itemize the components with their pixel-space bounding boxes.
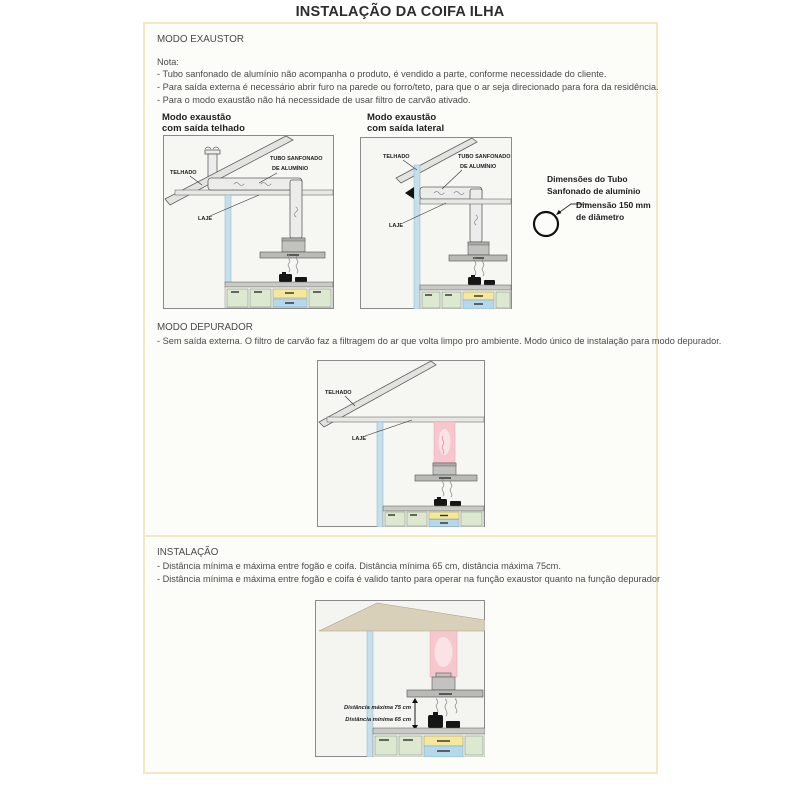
diagram-exaust-side-outlet — [360, 137, 512, 309]
heading-instalacao: INSTALAÇÃO — [157, 547, 219, 558]
dimension-value-line1: Dimensão 150 mm — [576, 200, 651, 210]
note-line: - Para o modo exaustão não há necessidade de usar filtro de carvão ativado. — [157, 95, 471, 105]
pillar-shape — [377, 422, 383, 527]
label-tubo-line1: TUBO SANFONADO — [458, 154, 511, 160]
label-distancia-maxima: Distância máxima 75 cm — [343, 705, 411, 711]
diagram-lateral-title-line2: com saída lateral — [367, 123, 445, 134]
diagram-roof-title — [162, 112, 245, 134]
label-laje: LAJE — [352, 436, 367, 442]
label-laje: LAJE — [389, 223, 404, 229]
label-distancia-minima: Distância mínima 65 cm — [345, 717, 411, 723]
label-telhado: TELHADO — [170, 170, 197, 176]
label-tubo-line1: TUBO SANFONADO — [270, 156, 323, 162]
slab-shape — [420, 199, 511, 204]
slab-shape — [175, 190, 333, 195]
slab-shape — [327, 417, 484, 422]
label-telhado: TELHADO — [325, 390, 352, 396]
dimensions-heading-line1: Dimensões do Tubo — [547, 174, 628, 184]
cabinets-shape — [383, 506, 484, 527]
section-divider — [145, 535, 656, 537]
pillar-shape — [367, 631, 373, 757]
dimension-value-line2: de diâmetro — [576, 212, 625, 222]
diagram-lateral-title-line1: Modo exaustão — [367, 112, 437, 123]
page-title: INSTALAÇÃO DA COIFA ILHA — [295, 4, 505, 20]
tube-dimensions-callout — [531, 172, 657, 264]
dimension-arrowhead — [556, 210, 561, 215]
heading-modo-depurador: MODO DEPURADOR — [157, 322, 253, 333]
label-telhado: TELHADO — [383, 154, 410, 160]
content-box — [143, 22, 722, 774]
cabinets-shape — [420, 285, 511, 309]
tube-diameter-circle — [534, 212, 558, 236]
label-tubo-line2: DE ALUMÍNIO — [272, 166, 309, 172]
diagram-distances — [315, 600, 485, 757]
heading-modo-exaustor: MODO EXAUSTOR — [157, 34, 244, 45]
note-line: - Distância mínima e máxima entre fogão e coifa. Distância mínima 65 cm, distância máxima 75cm. — [157, 561, 561, 571]
note-line: - Distância mínima e máxima entre fogão e coifa é valido tanto para operar na função exaustor quanto na função depurador — [157, 574, 661, 584]
label-laje: LAJE — [198, 216, 213, 222]
diagram-roof-title-line2: com saída telhado — [162, 123, 245, 134]
diagram-depurador — [317, 360, 485, 527]
cabinets-shape — [373, 728, 485, 757]
note-line: - Sem saída externa. O filtro de carvão faz a filtragem do ar que volta limpo pro ambiente. Modo único de instalação para modo depurador. — [157, 336, 722, 346]
note-label: Nota: — [157, 57, 179, 67]
filtered-air-beam — [434, 422, 455, 463]
cabinets-shape — [225, 282, 333, 308]
label-tubo-line2: DE ALUMÍNIO — [460, 164, 497, 170]
wall-pillar-shape — [414, 165, 420, 309]
note-line: - Tubo sanfonado de alumínio não acompanha o produto, é vendido a parte, conforme necessidade do cliente. — [157, 69, 607, 79]
diagram-lateral-title — [367, 112, 444, 134]
dimensions-heading-line2: Sanfonado de alumínio — [547, 186, 641, 196]
hood-light-beam — [430, 631, 457, 677]
diagram-exaust-roof-outlet — [163, 135, 334, 309]
diagram-roof-title-line1: Modo exaustão — [162, 112, 232, 123]
note-line: - Para saída externa é necessário abrir furo na parede ou forro/teto, para que o ar seja direcionado para fora da residência. — [157, 82, 659, 92]
